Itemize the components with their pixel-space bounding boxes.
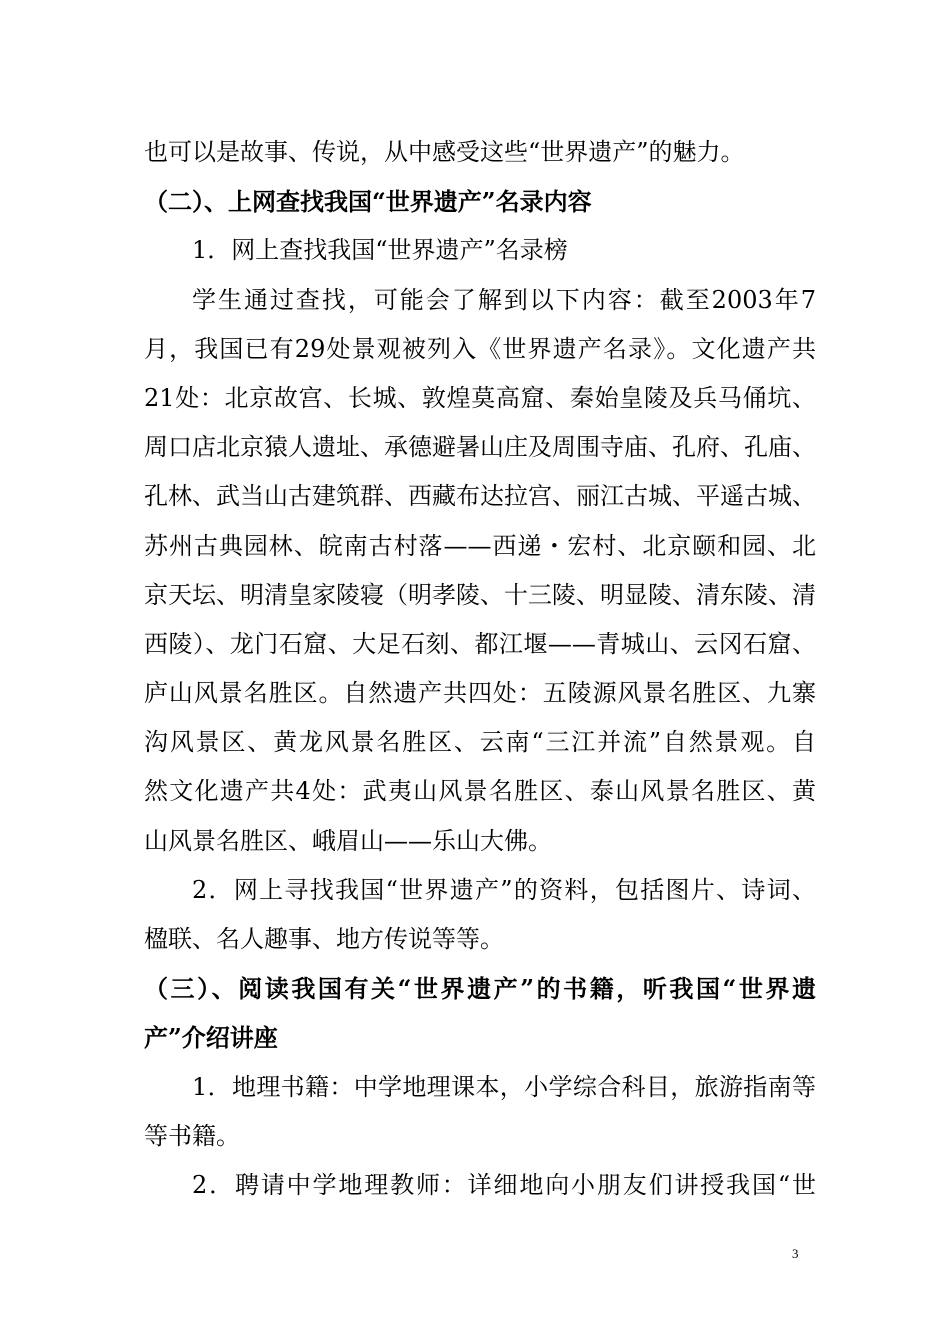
paragraph-line: 然文化遗产共4处：武夷山风景名胜区、泰山风景名胜区、黄 (144, 777, 816, 806)
paragraph-line: 孔林、武当山古建筑群、西藏布达拉宫、丽江古城、平遥古城、 (144, 482, 816, 511)
paragraph-line: 庐山风景名胜区。自然遗产共四处：五陵源风景名胜区、九寨 (144, 679, 816, 708)
paragraph-line: 1．地理书籍：中学地理课本，小学综合科目，旅游指南等 (192, 1072, 816, 1101)
paragraph-line: 21处：北京故宫、长城、敦煌莫高窟、秦始皇陵及兵马俑坑、 (144, 383, 816, 412)
paragraph-line: 2．网上寻找我国“世界遗产”的资料，包括图片、诗词、 (192, 875, 816, 904)
page-number: 3 (792, 1246, 799, 1261)
paragraph-line: 楹联、名人趣事、地方传说等等。 (144, 925, 504, 953)
section-heading: （二）、上网查找我国“世界遗产”名录内容 (144, 187, 592, 217)
paragraph-line: 山风景名胜区、峨眉山——乐山大佛。 (144, 826, 552, 855)
paragraph-line: 京天坛、明清皇家陵寝（明孝陵、十三陵、明显陵、清东陵、清 (144, 580, 816, 609)
paragraph-line: 西陵）、龙门石窟、大足石刻、都江堰——青城山、云冈石窟、 (144, 629, 816, 658)
paragraph-line: 等书籍。 (144, 1121, 240, 1150)
section-heading: （三）、阅读我国有关“世界遗产”的书籍，听我国“世界遗 (144, 974, 816, 1004)
paragraph-line: 苏州古典园林、皖南古村落——西递・宏村、北京颐和园、北 (144, 531, 816, 560)
paragraph-line: 沟风景区、黄龙风景名胜区、云南“三江并流”自然景观。自 (144, 728, 816, 757)
section-heading: 产”介绍讲座 (144, 1023, 278, 1053)
paragraph-line: 月，我国已有29处景观被列入《世界遗产名录》。文化遗产共 (144, 334, 816, 363)
paragraph-line: 也可以是故事、传说，从中感受这些“世界遗产”的魅力。 (144, 138, 745, 166)
list-item-heading: 1．网上查找我国“世界遗产”名录榜 (192, 236, 568, 265)
body-text (144, 128, 816, 1210)
paragraph-line: 2．聘请中学地理教师：详细地向小朋友们讲授我国“世 (192, 1170, 816, 1199)
paragraph-line: 周口店北京猿人遗址、承德避暑山庄及周围寺庙、孔府、孔庙、 (144, 433, 816, 462)
paragraph-line: 学生通过查找，可能会了解到以下内容：截至2003年7 (192, 285, 816, 314)
